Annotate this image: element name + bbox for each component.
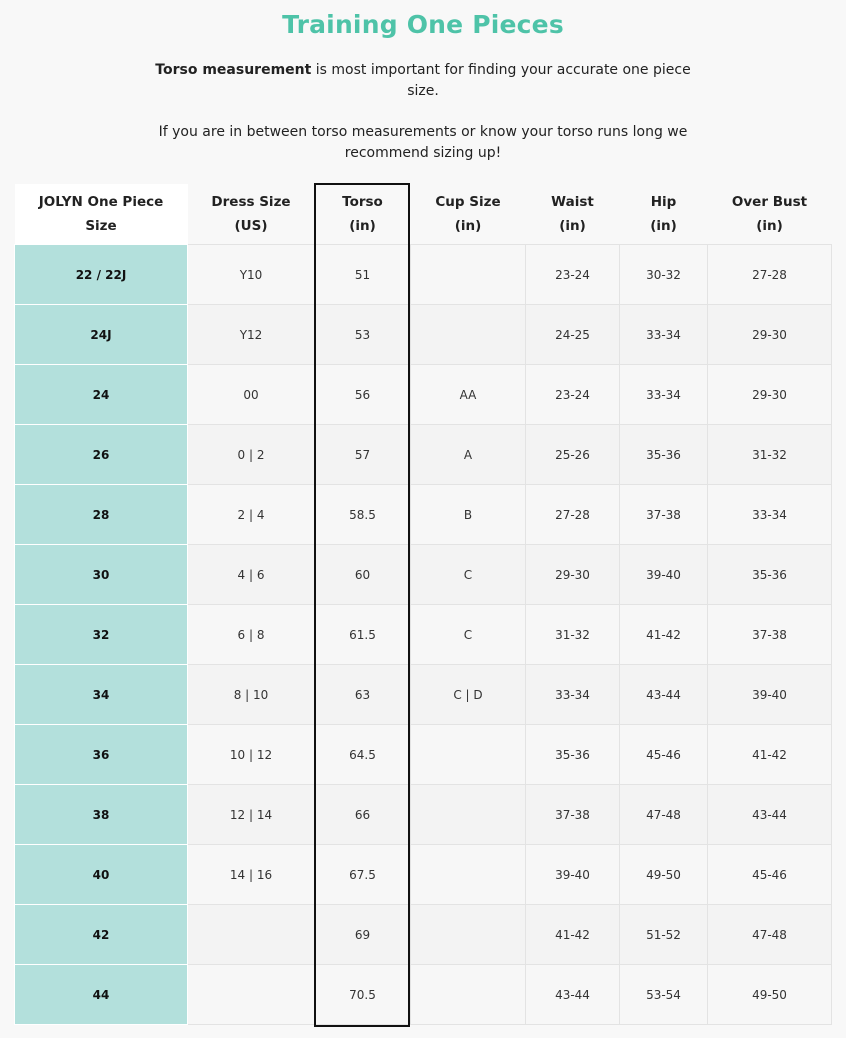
cell-over-bust: 39-40 xyxy=(708,665,832,725)
cell-dress-size xyxy=(188,905,315,965)
cell-dress-size: 4 | 6 xyxy=(188,545,315,605)
cell-cup-size: A xyxy=(411,425,526,485)
cell-waist: 24-25 xyxy=(526,305,620,365)
cell-cup-size xyxy=(411,845,526,905)
cell-waist: 25-26 xyxy=(526,425,620,485)
cell-cup-size xyxy=(411,905,526,965)
cell-dress-size xyxy=(188,965,315,1025)
cell-over-bust: 47-48 xyxy=(708,905,832,965)
cell-waist: 31-32 xyxy=(526,605,620,665)
table-row xyxy=(15,605,832,665)
cell-torso: 69 xyxy=(315,905,411,965)
intro-text xyxy=(150,60,696,102)
table-row xyxy=(15,905,832,965)
cell-jolyn-size: 36 xyxy=(15,725,188,785)
cell-waist: 37-38 xyxy=(526,785,620,845)
cell-over-bust: 33-34 xyxy=(708,485,832,545)
table-row xyxy=(15,485,832,545)
cell-waist: 29-30 xyxy=(526,545,620,605)
cell-hip: 39-40 xyxy=(620,545,708,605)
cell-torso: 61.5 xyxy=(315,605,411,665)
cell-dress-size: 10 | 12 xyxy=(188,725,315,785)
column-header-jolyn-size: JOLYN One Piece Size xyxy=(15,184,188,245)
table-row xyxy=(15,305,832,365)
cell-torso: 56 xyxy=(315,365,411,425)
cell-dress-size: 6 | 8 xyxy=(188,605,315,665)
cell-hip: 33-34 xyxy=(620,305,708,365)
table-row xyxy=(15,785,832,845)
cell-torso: 57 xyxy=(315,425,411,485)
cell-hip: 37-38 xyxy=(620,485,708,545)
page-title: Training One Pieces xyxy=(282,10,564,39)
column-header-hip: Hip (in) xyxy=(620,184,708,245)
size-chart-table xyxy=(14,184,832,1025)
cell-waist: 27-28 xyxy=(526,485,620,545)
cell-over-bust: 35-36 xyxy=(708,545,832,605)
table-header-row xyxy=(15,184,832,245)
cell-over-bust: 37-38 xyxy=(708,605,832,665)
cell-jolyn-size: 42 xyxy=(15,905,188,965)
table-row xyxy=(15,365,832,425)
cell-hip: 33-34 xyxy=(620,365,708,425)
cell-cup-size: C xyxy=(411,545,526,605)
cell-over-bust: 31-32 xyxy=(708,425,832,485)
cell-jolyn-size: 38 xyxy=(15,785,188,845)
table-row xyxy=(15,245,832,305)
cell-torso: 60 xyxy=(315,545,411,605)
cell-dress-size: 00 xyxy=(188,365,315,425)
cell-torso: 51 xyxy=(315,245,411,305)
sizing-advice: If you are in between torso measurements or know your torso runs long we recommend sizing up! xyxy=(158,124,688,161)
cell-cup-size: B xyxy=(411,485,526,545)
cell-hip: 41-42 xyxy=(620,605,708,665)
cell-over-bust: 45-46 xyxy=(708,845,832,905)
column-header-over-bust: Over Bust (in) xyxy=(708,184,832,245)
cell-cup-size xyxy=(411,725,526,785)
cell-hip: 53-54 xyxy=(620,965,708,1025)
cell-dress-size: 0 | 2 xyxy=(188,425,315,485)
cell-dress-size: Y10 xyxy=(188,245,315,305)
cell-cup-size: AA xyxy=(411,365,526,425)
cell-torso: 67.5 xyxy=(315,845,411,905)
cell-dress-size: Y12 xyxy=(188,305,315,365)
cell-jolyn-size: 32 xyxy=(15,605,188,665)
cell-dress-size: 14 | 16 xyxy=(188,845,315,905)
cell-hip: 30-32 xyxy=(620,245,708,305)
cell-torso: 58.5 xyxy=(315,485,411,545)
cell-torso: 70.5 xyxy=(315,965,411,1025)
cell-cup-size: C xyxy=(411,605,526,665)
cell-waist: 35-36 xyxy=(526,725,620,785)
column-header-torso: Torso (in) xyxy=(315,184,411,245)
cell-jolyn-size: 26 xyxy=(15,425,188,485)
column-header-dress-size: Dress Size (US) xyxy=(188,184,315,245)
cell-dress-size: 2 | 4 xyxy=(188,485,315,545)
cell-waist: 23-24 xyxy=(526,365,620,425)
intro-emphasis: Torso measurement xyxy=(155,62,312,78)
table-row xyxy=(15,665,832,725)
cell-dress-size: 12 | 14 xyxy=(188,785,315,845)
cell-over-bust: 29-30 xyxy=(708,305,832,365)
cell-torso: 53 xyxy=(315,305,411,365)
table-row xyxy=(15,425,832,485)
cell-jolyn-size: 24J xyxy=(15,305,188,365)
cell-jolyn-size: 30 xyxy=(15,545,188,605)
cell-hip: 49-50 xyxy=(620,845,708,905)
cell-cup-size: C | D xyxy=(411,665,526,725)
cell-cup-size xyxy=(411,785,526,845)
cell-waist: 23-24 xyxy=(526,245,620,305)
cell-jolyn-size: 40 xyxy=(15,845,188,905)
cell-over-bust: 43-44 xyxy=(708,785,832,845)
cell-torso: 64.5 xyxy=(315,725,411,785)
cell-jolyn-size: 44 xyxy=(15,965,188,1025)
cell-jolyn-size: 28 xyxy=(15,485,188,545)
cell-jolyn-size: 24 xyxy=(15,365,188,425)
table-row xyxy=(15,845,832,905)
cell-over-bust: 49-50 xyxy=(708,965,832,1025)
table-row xyxy=(15,965,832,1025)
cell-hip: 35-36 xyxy=(620,425,708,485)
cell-waist: 39-40 xyxy=(526,845,620,905)
table-row xyxy=(15,545,832,605)
cell-hip: 47-48 xyxy=(620,785,708,845)
cell-over-bust: 29-30 xyxy=(708,365,832,425)
cell-torso: 63 xyxy=(315,665,411,725)
cell-jolyn-size: 22 / 22J xyxy=(15,245,188,305)
cell-cup-size xyxy=(411,965,526,1025)
column-header-waist: Waist (in) xyxy=(526,184,620,245)
table-body xyxy=(15,245,832,1025)
cell-cup-size xyxy=(411,305,526,365)
cell-dress-size: 8 | 10 xyxy=(188,665,315,725)
cell-torso: 66 xyxy=(315,785,411,845)
cell-over-bust: 27-28 xyxy=(708,245,832,305)
cell-over-bust: 41-42 xyxy=(708,725,832,785)
cell-hip: 43-44 xyxy=(620,665,708,725)
cell-cup-size xyxy=(411,245,526,305)
cell-hip: 51-52 xyxy=(620,905,708,965)
intro-rest: is most important for finding your accurate one piece size. xyxy=(311,62,691,99)
cell-waist: 33-34 xyxy=(526,665,620,725)
cell-waist: 43-44 xyxy=(526,965,620,1025)
column-header-cup-size: Cup Size (in) xyxy=(411,184,526,245)
cell-hip: 45-46 xyxy=(620,725,708,785)
cell-jolyn-size: 34 xyxy=(15,665,188,725)
cell-waist: 41-42 xyxy=(526,905,620,965)
table-row xyxy=(15,725,832,785)
